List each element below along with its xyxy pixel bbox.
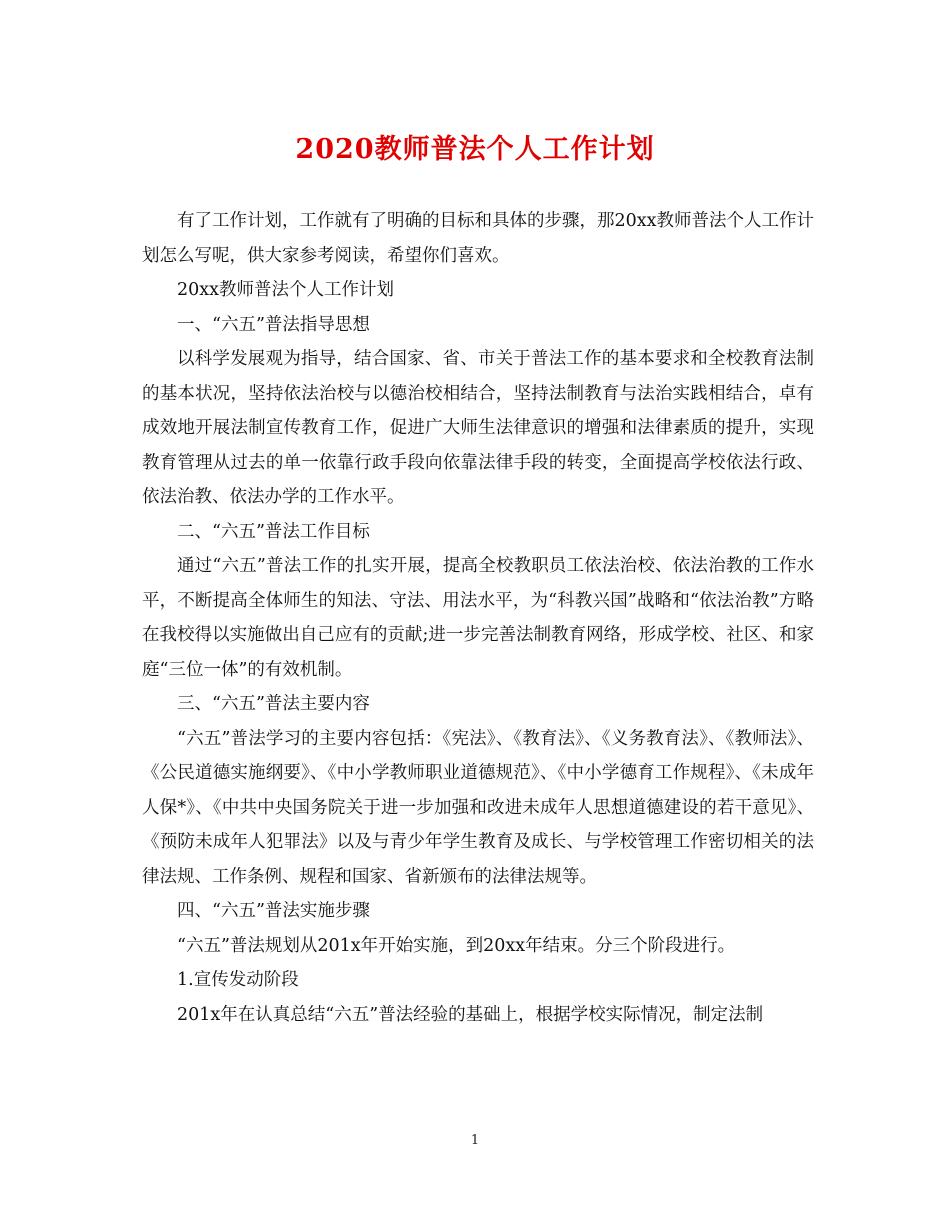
section-heading-1: 一、“六五”普法指导思想 [177,314,370,335]
document-title: 2020教师普法个人工作计划 [295,134,655,165]
document-body [142,204,814,1032]
subtitle-paragraph: 20xx教师普法个人工作计划 [177,280,395,300]
step-1-paragraph: 201x年在认真总结“六五”普法经验的基础上，根据学校实际情况，制定法制 [177,1004,764,1025]
section-heading-4: 四、“六五”普法实施步骤 [177,901,370,921]
section-heading-2: 二、“六五”普法工作目标 [177,521,370,542]
section-3-paragraph: “六五”普法学习的主要内容包括：《宪法》、《教育法》、《义务教育法》、《教师法》、《公民道德实施纲要》、《中小学教师职业道德规范》、《中小学德育工作规程》、《未成年人保*》、《中共中央国务院关于进一步加强和改进未成年人思想道德建设的若干意见》、《预防未成年人犯罪法》以及与青少年学生教育及成长、与学校管理工作密切相关的法律法规、工作条例、规程和国家、省新颁布的法律法规等。 [142,728,814,887]
step-heading-1: 1.宣传发动阶段 [177,970,299,990]
section-4-paragraph: “六五”普法规划从201x年开始实施，到20xx年结束。分三个阶段进行。 [177,935,736,956]
page-number: 1 [470,1133,480,1148]
section-1-paragraph: 以科学发展观为指导，结合国家、省、市关于普法工作的基本要求和全校教育法制的基本状况，坚持依法治校与以德治校相结合，坚持法制教育与法治实践相结合，卓有成效地开展法制宣传教育工作，促进广大师生法律意识的增强和法律素质的提升，实现教育管理从过去的单一依靠行政手段向依靠法律手段的转变，全面提高学校依法行政、依法治教、依法办学的工作水平。 [142,349,814,507]
section-2-paragraph: 通过“六五”普法工作的扎实开展，提高全校教职员工依法治校、依法治教的工作水平，不断提高全体师生的知法、守法、用法水平，为“科教兴国”战略和“依法治教”方略在我校得以实施做出自己应有的贡献;进一步完善法制教育网络，形成学校、社区、和家庭“三位一体”的有效机制。 [142,556,814,680]
section-heading-3: 三、“六五”普法主要内容 [177,694,370,714]
intro-paragraph: 有了工作计划，工作就有了明确的目标和具体的步骤，那20xx教师普法个人工作计划怎么写呢，供大家参考阅读，希望你们喜欢。 [142,211,815,266]
